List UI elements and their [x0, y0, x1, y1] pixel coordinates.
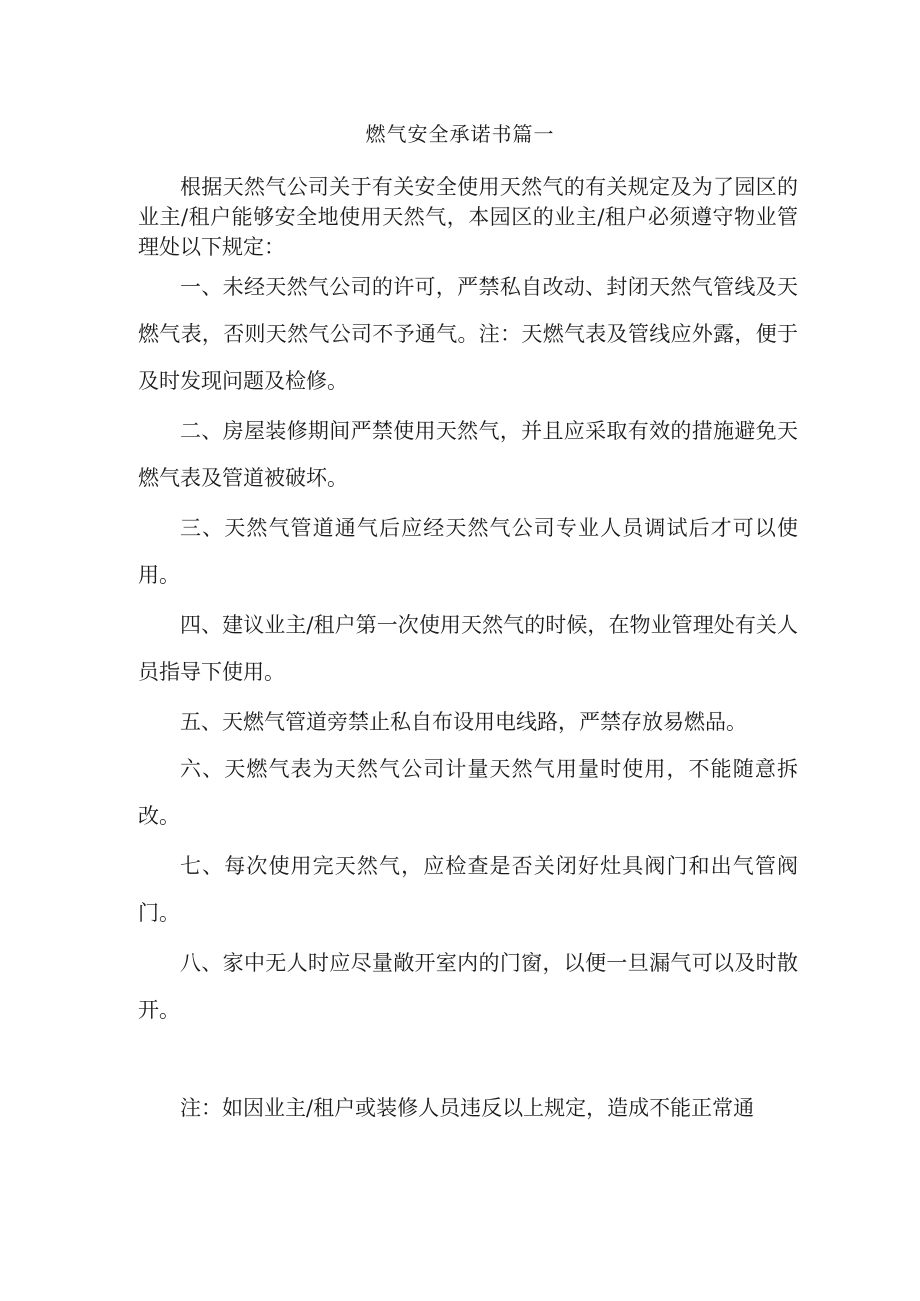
rule-paragraph-6: 六、天燃气表为天然气公司计量天然气用量时使用，不能随意拆改。	[138, 757, 798, 828]
rule-paragraph-1: 一、未经天然气公司的许可，严禁私自改动、封闭天然气管线及天燃气表，否则天然气公司不予通气。注：天燃气表及管线应外露，便于及时发现问题及检修。	[138, 275, 798, 393]
document-title: 燃气安全承诺书篇一	[365, 122, 555, 146]
rule-paragraph-4: 四、建议业主/租户第一次使用天然气的时候，在物业管理处有关人员指导下使用。	[138, 613, 798, 684]
rule-paragraph-5: 五、天燃气管道旁禁止私自布设用电线路，严禁存放易燃品。	[180, 710, 747, 734]
rule-paragraph-2: 二、房屋装修期间严禁使用天然气，并且应采取有效的措施避免天燃气表及管道被破坏。	[138, 419, 798, 490]
rule-paragraph-8: 八、家中无人时应尽量敞开室内的门窗，以便一旦漏气可以及时散开。	[138, 951, 798, 1022]
intro-paragraph: 根据天然气公司关于有关安全使用天然气的有关规定及为了园区的业主/租户能够安全地使用天然气，本园区的业主/租户必须遵守物业管理处以下规定：	[138, 175, 798, 259]
rule-paragraph-3: 三、天然气管道通气后应经天然气公司专业人员调试后才可以使用。	[138, 516, 798, 587]
rule-paragraph-7: 七、每次使用完天然气，应检查是否关闭好灶具阀门和出气管阀门。	[138, 854, 798, 925]
note-paragraph: 注：如因业主/租户或装修人员违反以上规定，造成不能正常通	[180, 1096, 755, 1120]
